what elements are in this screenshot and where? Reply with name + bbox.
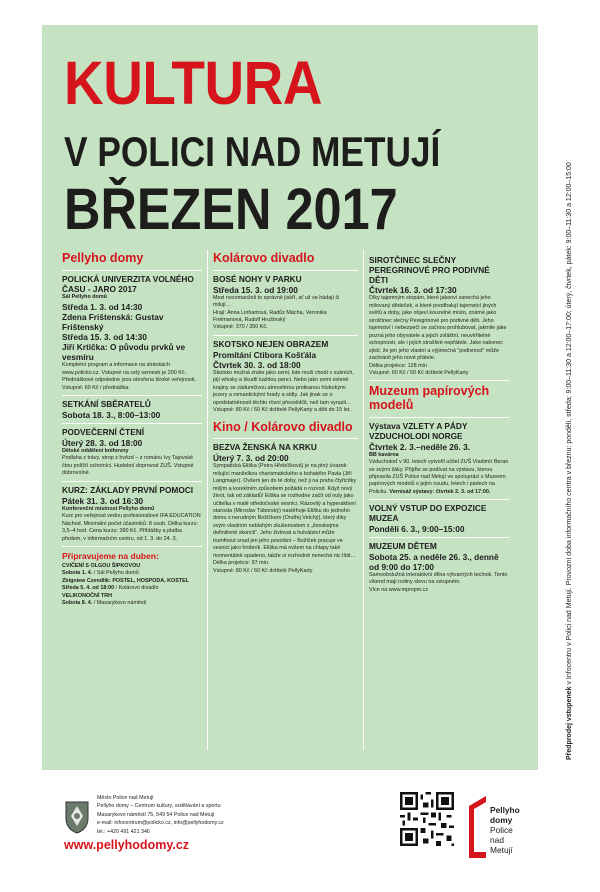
title-kultura: KULTURA xyxy=(64,49,323,117)
event-date: Pondělí 6. 3., 9:00–15:00 xyxy=(369,523,465,534)
divider xyxy=(369,499,509,500)
event-length: Délka projekce: 97 min. xyxy=(213,560,270,567)
event-date: Čtvrtek 16. 3. od 17:30 xyxy=(369,285,457,296)
event-title: SKOTSKO NEJEN OBRAZEM xyxy=(213,338,329,349)
qr-code-icon[interactable] xyxy=(400,792,454,846)
event-subtitle: Promítání Ctibora Košťála xyxy=(213,349,317,360)
title-month: BŘEZEN 2017 xyxy=(64,177,398,242)
event-title: MUZEUM DĚTEM xyxy=(369,541,437,551)
section-heading: Kino / Kolárovo divadlo xyxy=(213,419,353,434)
event-description: Mezi novomanželi to správně jiskří, ať už se hádají či milují… xyxy=(213,294,340,309)
divider xyxy=(62,270,202,271)
section-heading: Muzeum papírových modelů xyxy=(369,384,490,413)
divider xyxy=(62,395,202,396)
column-kolarovo-divadlo xyxy=(213,250,358,575)
event-title: SETKÁNÍ SBĚRATELŮ xyxy=(62,399,151,410)
footer-address: Město Police nad Metují Pellyho domy – Centrum kultury, vzdělávání a sportu Masarykovo náměstí 75, 549 54 Police nad Metují e-mail: infocentrum@policko.cz, info@pellyhodomy.cz tel.: +420 491 421 346 xyxy=(97,795,224,835)
event-date: Sobota 25. a neděle 26. 3., denně od 9:00 do 17:00 xyxy=(369,551,499,572)
divider xyxy=(213,335,358,336)
event-date: Úterý 7. 3. od 20:00 xyxy=(213,453,289,464)
event-price: Vstupné: 60 Kč / přednáška. xyxy=(62,384,130,391)
event-description: Sympatická Eliška (Petra Hřebíčková) je na plný úvazek milující manželkou charismatického a bohatého Pavla (Jiří Langmajer). Ovšem jen do té doby, než ji na prahu čtyřicítky milým a korektním způsobem požádá o rozvod. Když nový život, tak od základů! Eliška se rozhodne začít od nuly jako učitelka v malé středočeské vesnici. Rázovitý a hyperaktivní starosta (Miroslav Táborský) nastěhuje Elišku do jednoho domu s nerudným Božíčkem (Ondřej Vetchý), který díky svým vlastním neblahým zkušenostem s „ženskejma definitivně skončil“. Jeho živlovat a hulvátství může trumfnout snad jen jeho povolání – Božíček pracuje ve vesnici jako hrobník. Eliška má ovšem na chlapy také momentálně spadeno, takže si rozhodně nenechá nic líbit… xyxy=(213,463,357,559)
column-cinema-museum xyxy=(369,256,509,594)
event-place: BB kavárna xyxy=(369,451,399,458)
event-cast: Hrají: Anna Linhartová, Radůz Mácha, Veronika Freimanová, Rudolf Hrušínský xyxy=(213,309,327,323)
event-date: Středa 15. 3. od 14:30 xyxy=(62,332,147,343)
column-divider xyxy=(207,250,208,750)
event-place: Konferenční místnost Pellyho domů xyxy=(62,505,155,512)
event-length: Délka projekce: 128 min xyxy=(369,362,427,369)
pellyho-domy-logo-text: Pellyho domy Police nad Metují xyxy=(490,805,520,855)
event-description: Podlaha z trávy, strop z hvězd – z románu Ivy Tajovské čtou políčtí ochotníci. Hudební doprovod ZUŠ. Vstupné dobrovolné. xyxy=(62,455,194,477)
event-date: Čtvrtek 30. 3. od 18:00 xyxy=(213,359,301,370)
side-vertical-info: Předprodej vstupenek v Infocentru v Polici nad Metují. Provozní doba informačního centra v březnu: pondělí, středa: 9:00–11:30 a 12:00–17:00; úterý, čtvrtek, pátek: 9:00–11:30 a 12:00–15:00 xyxy=(566,162,573,760)
event-place: Dětské oddělení knihovny xyxy=(62,448,129,455)
section-heading: Pellyho domy xyxy=(62,251,144,265)
event-description: Kurz pro veřejnost vedou profesionálové IFA EDUCATION Náchod. Minimální počet účastníků: 8 osob. Délka kurzu: 3,5–4 hod. Cena kurzu: 390 Kč. Přihlášky a platba předem, v informačním centru, od 1. 3. do 24. 3. xyxy=(62,513,201,542)
event-title: PODVEČERNÍ ČTENÍ xyxy=(62,427,145,438)
event-date: Pátek 31. 3. od 16:30 xyxy=(62,495,144,506)
event-title: KURZ: ZÁKLADY PRVNÍ POMOCI xyxy=(62,484,194,495)
event-title: Výstava VZLETY A PÁDY VZDUCHOLODI NORGE xyxy=(369,420,468,441)
event-date: Sobota 18. 3., 8:00–13:00 xyxy=(62,410,161,421)
event-web: Více na www.mpmpm.cz xyxy=(369,586,429,593)
event-place: Sál Pellyho domů xyxy=(62,294,107,301)
event-title: BEZVA ŽENSKÁ NA KRKU xyxy=(213,442,317,453)
town-crest-icon xyxy=(64,800,90,834)
title-town: V POLICI NAD METUJÍ xyxy=(64,128,441,175)
event-price: Vstupné: 370 / 350 Kč. xyxy=(213,324,268,331)
event-description: Díky tajemným stopám, které jakeovi zanechá jeho milovaný dědeček, a které poodhalují tajemství jiných světů a doby, jake objeví kouzelné místo, známé jako sirotčinec slečny Peregrinové pro podivné děti. Jeho tajemství i nebezpečí se začnou prohlubovat, jakmile jake pozná jeho obyvatele a jejich zvláštní, neuvěřitelné schopnosti, ale i jejich strašlivé nepřátele. Jake nakonec zjistí, že jen jeho vlastní a výjimečná "podivnost" může zachránit jeho nové přátele. xyxy=(369,295,507,362)
event-title: POLICKÁ UNIVERZITA VOLNÉHO ČASU - JARO 2017 xyxy=(62,273,194,294)
divider xyxy=(62,423,202,424)
column-divider xyxy=(363,250,364,750)
event-price: Vstupné: 60 Kč / 50 Kč držitelé PellyKarty xyxy=(369,369,469,376)
event-description: Vzducholoď v 90. letech vytvořil učitel ZUŠ Vladimír Beran se svými žáky. Přijďte se podívat na výstavu, kterou připravila ZUŠ Police nad Metují ve spolupráci s Muzeem papírových modelů o jejím osudu, letech i pádech na Policku. Vernisáž výstavy: čtvrtek 2. 3. od 17:00. xyxy=(369,459,509,495)
event-title: VOLNÝ VSTUP DO EXPOZICE MUZEA xyxy=(369,503,487,524)
column-pellyho-domy xyxy=(62,250,202,607)
upcoming-item: Zbigniew Czendlik: POSTEL, HOSPODA, KOSTEL Středa 5. 4. od 18:00 / Kolárovo divadlo xyxy=(62,577,189,592)
upcoming-item: VELIKONOČNÍ TRH Sobota 8. 4. / Masarykovo náměstí xyxy=(62,592,147,606)
divider xyxy=(369,537,509,538)
upcoming-heading: Připravujeme na duben: xyxy=(62,550,159,561)
section-heading: Kolárovo divadlo xyxy=(213,251,315,265)
event-speaker: Jiří Krtička: O původu prvků ve vesmíru xyxy=(62,342,186,363)
event-speaker: Zdena Frištenská: Gustav Frištenský xyxy=(62,311,164,332)
event-description: Skotsko možná znáte jako zemi, kde muži chodí v sukních, pijí whisky a škudlí každou penci. Nebo jako zemi zelené krajiny se zádumčivou atmosférou protkanou hlubokými jezery a romantickými hrady a sídly. Jak jinak se o opodstatněnosti těchto rčení přesvědčit, než tam vyrazit… xyxy=(213,369,354,406)
divider xyxy=(62,546,202,547)
event-title: BOSÉ NOHY V PARKU xyxy=(213,273,302,284)
divider xyxy=(62,481,202,482)
event-date: Čtvrtek 2. 3.–neděle 26. 3. xyxy=(369,441,471,452)
divider xyxy=(213,438,358,439)
divider xyxy=(369,380,509,381)
event-date: Středa 1. 3. od 14:30 xyxy=(62,301,143,312)
event-description: Samoobslužná interaktivní dílna výtvarných technik. Tento víkend mají rodiny slevu na vstupném. xyxy=(369,572,508,586)
event-date: Úterý 28. 3. od 18:00 xyxy=(62,437,143,448)
event-price: Vstupné: 80 Kč / 60 Kč držitelé PellyKarty a děti do 15 let. xyxy=(213,407,351,414)
event-description: Kompletní program a informace na stránkách www.policko.cz. Vstupné na celý semestr je 200 Kč. Přednáškové odpoledne jsou otevřena široké veřejnosti. xyxy=(62,362,196,384)
divider xyxy=(213,270,358,271)
event-title: SIROTČINEC SLEČNY PEREGRINOVÉ PRO PODIVNÉ DĚTI xyxy=(369,255,490,285)
website-link[interactable]: www.pellyhodomy.cz xyxy=(64,838,190,852)
event-date: Středa 15. 3. od 19:00 xyxy=(213,284,298,295)
event-price: Vstupné: 80 Kč / 60 Kč držitelé PellyKarty xyxy=(213,567,313,574)
upcoming-item: CVIČENÍ S OLGOU ŠIPKOVOU Sobota 1. 4. / Sál Pellyho domů xyxy=(62,562,141,577)
divider xyxy=(369,417,509,418)
